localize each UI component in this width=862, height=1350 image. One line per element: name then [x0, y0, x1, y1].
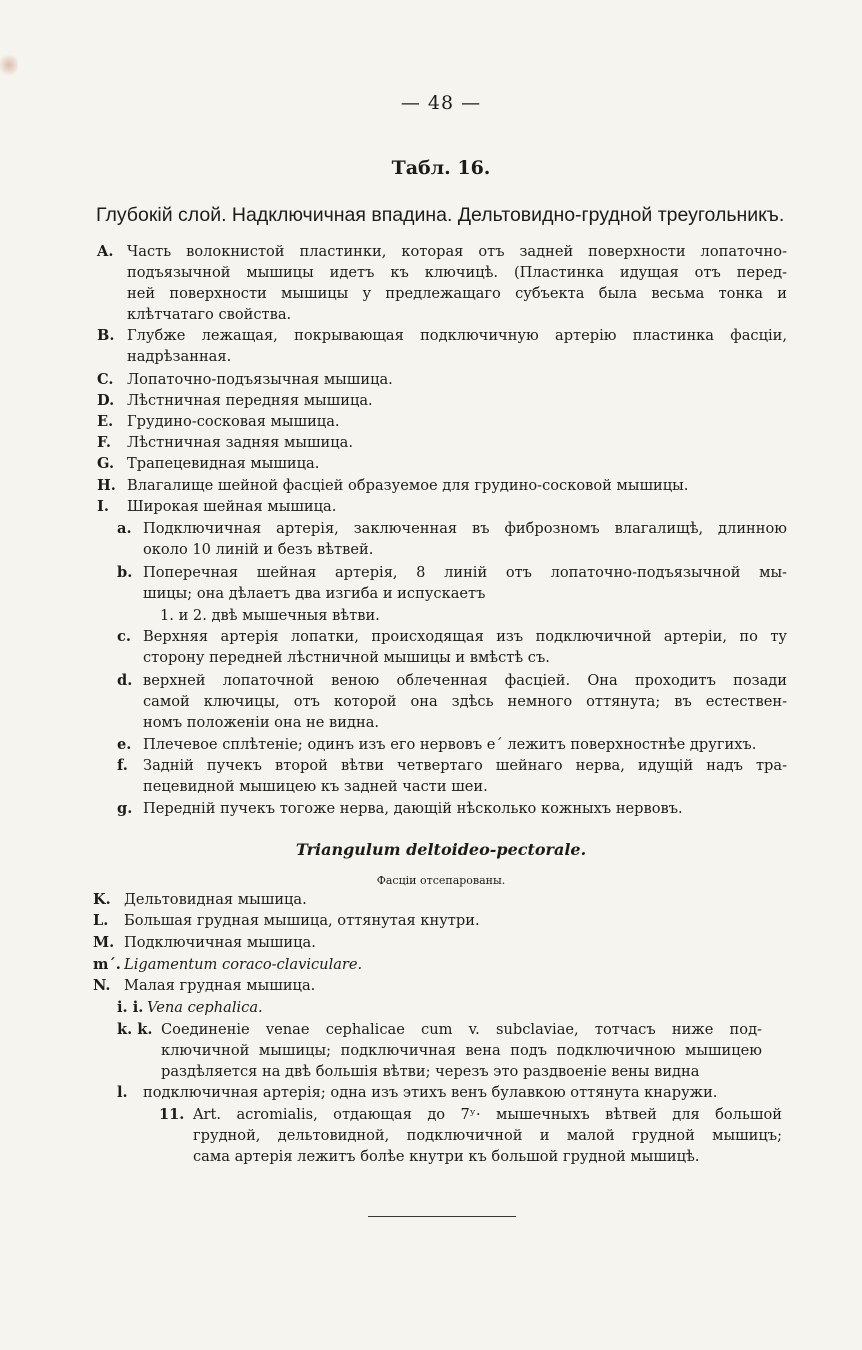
sub-entry-label: N.: [93, 977, 111, 994]
sub-entry-text: [193, 1104, 782, 1167]
main-entry: [0, 562, 862, 604]
main-entry-text: [127, 390, 787, 411]
main-entry-label: F.: [97, 434, 111, 451]
main-entry-text: [143, 755, 787, 797]
sub-entry-text: [147, 997, 767, 1018]
text-line: подключичная артерія; одна изъ этихъ венъ булавкою оттянута кнаружи.: [143, 1084, 718, 1101]
main-entry-text: [127, 496, 787, 517]
text-line: Грудино-сосковая мышица.: [127, 413, 340, 430]
sub-entry-text: [143, 1082, 787, 1103]
main-entry: [0, 241, 862, 325]
main-entry: [0, 390, 862, 411]
main-entry-text: [143, 670, 787, 733]
text-line: Vena cephalica.: [147, 999, 263, 1016]
sub-entry-label: 11.: [159, 1106, 185, 1123]
sub-entry-label: i. i.: [117, 999, 144, 1016]
text-line: грудной, дельтовидной, подключичной и малой грудной мышицъ;: [193, 1127, 782, 1144]
sub-entry: [0, 889, 862, 910]
sub-entry: [0, 997, 862, 1018]
main-entry-text: [127, 411, 787, 432]
text-line: Лѣстничная задняя мышица.: [127, 434, 354, 451]
text-line: сама артерія лежитъ болѣе кнутри къ большой грудной мышицѣ.: [193, 1148, 700, 1165]
text-line: Лопаточно-подъязычная мышица.: [127, 371, 393, 388]
text-line: около 10 линій и безъ вѣтвей.: [143, 541, 374, 558]
sub-entry: [0, 1082, 862, 1103]
sub-entry: [0, 910, 862, 931]
text-line: Art. acromialis, отдающая до 7ʸ· мышечныхъ вѣтвей для большой: [193, 1106, 782, 1123]
sub-entry: [0, 954, 862, 975]
sub-entry-label: M.: [93, 934, 115, 951]
sub-entry-label: L.: [93, 912, 109, 929]
sub-entry: [0, 1104, 862, 1167]
sub-entry-label: k. k.: [117, 1021, 153, 1038]
main-entry: [0, 496, 862, 517]
main-entry-label: e.: [117, 736, 132, 753]
main-entry-label: g.: [117, 800, 133, 817]
main-entry: [0, 605, 862, 626]
text-line: Лѣстничная передняя мышица.: [127, 392, 373, 409]
main-entry-text: [127, 453, 787, 474]
main-entry: [0, 626, 862, 668]
main-entry-label: E.: [97, 413, 114, 430]
main-entry: [0, 453, 862, 474]
main-entry: [0, 475, 862, 496]
text-line: Передній пучекъ тогоже нерва, дающій нѣсколько кожныхъ нервовъ.: [143, 800, 683, 817]
main-entry: [0, 369, 862, 390]
main-entry: [0, 734, 862, 755]
text-line: пецевидной мышицею къ задней части шеи.: [143, 778, 488, 795]
text-line: Задній пучекъ второй вѣтви четвертаго шейнаго нерва, идущій надъ тра-: [143, 757, 787, 774]
main-entry-text: [127, 241, 787, 325]
main-entry-label: B.: [97, 327, 115, 344]
sub-entry-text: [124, 932, 764, 953]
text-line: Глубже лежащая, покрывающая подключичную артерію пластинка фасціи,: [127, 327, 787, 344]
text-line: Подключичная мышица.: [124, 934, 316, 951]
text-line: клѣтчатаго свойства.: [127, 306, 292, 323]
sub-entry: [0, 932, 862, 953]
text-line: Часть волокнистой пластинки, которая отъ задней поверхности лопаточно-: [127, 243, 787, 260]
main-entry-label: d.: [117, 672, 133, 689]
page-number: — 48 —: [400, 92, 482, 114]
main-entry-text: [143, 734, 787, 755]
text-line: Дельтовидная мышица.: [124, 891, 307, 908]
text-line: раздѣляется на двѣ большія вѣтви; черезъ это раздвоеніе вены видна: [161, 1063, 700, 1080]
text-line: ключичной мышицы; подключичная вена подъ подключичною мышицею: [161, 1042, 762, 1059]
main-entry-label: H.: [97, 477, 116, 494]
subsection-title: Triangulum deltoideo-pectorale.: [295, 840, 587, 859]
sub-entry-label: mˊ.: [93, 956, 121, 973]
text-line: сторону передней лѣстничной мышицы и вмѣстѣ съ.: [143, 649, 550, 666]
main-entry: [0, 755, 862, 797]
main-entry-label: I.: [97, 498, 109, 515]
main-entry: [0, 432, 862, 453]
main-entry-label: b.: [117, 564, 133, 581]
table-label: Табл. 16.: [391, 157, 491, 179]
sub-entry-text: [124, 910, 764, 931]
main-entry-label: G.: [97, 455, 115, 472]
text-line: Малая грудная мышица.: [124, 977, 316, 994]
text-line: Трапецевидная мышица.: [127, 455, 320, 472]
main-entry-text: [143, 798, 787, 819]
main-entry-text: [143, 626, 787, 668]
main-entry-label: D.: [97, 392, 115, 409]
text-line: Влагалище шейной фасціей образуемое для грудино-сосковой мышицы.: [127, 477, 689, 494]
text-line: Подключичная артерія, заключенная въ фиброзномъ влагалищѣ, длинною: [143, 520, 787, 537]
main-entry-label: C.: [97, 371, 114, 388]
main-entry: [0, 798, 862, 819]
sub-entry-text: [124, 889, 764, 910]
subsection-note: Фасціи отсепарованы.: [376, 874, 506, 887]
text-line: самой ключицы, отъ которой она здѣсь немного оттянута; въ естествен-: [143, 693, 787, 710]
text-line: Плечевое сплѣтеніе; одинъ изъ его нервовъ eˊ лежитъ поверхностнѣе другихъ.: [143, 736, 757, 753]
section-heading: Глубокій слой. Надключичная впадина. Дельтовидно-грудной треугольникъ.: [96, 204, 785, 226]
sub-entry-text: [161, 1019, 762, 1082]
sub-entry: [0, 1019, 862, 1082]
sub-entry-label: l.: [117, 1084, 128, 1101]
main-entry-text: [127, 432, 787, 453]
text-line: номъ положеніи она не видна.: [143, 714, 380, 731]
main-entry: [0, 411, 862, 432]
main-entry-label: A.: [97, 243, 114, 260]
main-entry-text: [143, 562, 787, 604]
text-line: Поперечная шейная артерія, 8 линій отъ лопаточно-подъязычной мы-: [143, 564, 787, 581]
closing-rule: [368, 1216, 516, 1217]
sub-entry: [0, 975, 862, 996]
text-line: Широкая шейная мышица.: [127, 498, 337, 515]
main-entry-label: a.: [117, 520, 132, 537]
sub-entry-text: [124, 954, 764, 975]
main-entry-text: [143, 518, 787, 560]
text-line: Соединеніе venae cephalicae cum v. subclaviae, тотчасъ ниже под-: [161, 1021, 762, 1038]
main-entry-label: f.: [117, 757, 128, 774]
paper-stain: [0, 52, 18, 78]
text-line: подъязычной мышицы идетъ къ ключицѣ. (Пластинка идущая отъ перед-: [127, 264, 787, 281]
main-entry-text: [127, 475, 787, 496]
text-line: шицы; она дѣлаетъ два изгиба и испускаетъ: [143, 585, 486, 602]
sub-entry-label: K.: [93, 891, 111, 908]
main-entry: [0, 670, 862, 733]
text-line: 1. и 2. двѣ мышечныя вѣтви.: [160, 607, 380, 624]
main-entry-text: [127, 325, 787, 367]
text-line: ней поверхности мышицы у предлежащаго субъекта была весьма тонка и: [127, 285, 787, 302]
main-entry: [0, 518, 862, 560]
main-entry-label: c.: [117, 628, 131, 645]
text-line: надрѣзанная.: [127, 348, 232, 365]
main-entry: [0, 325, 862, 367]
text-line: верхней лопаточной веною облеченная фасціей. Она проходитъ позади: [143, 672, 787, 689]
main-entry-text: [127, 369, 787, 390]
text-line: Большая грудная мышица, оттянутая кнутри.: [124, 912, 480, 929]
text-line: Ligamentum coraco-claviculare.: [124, 956, 363, 973]
sub-entry-text: [124, 975, 764, 996]
text-line: Верхняя артерія лопатки, происходящая изъ подключичной артеріи, по ту: [143, 628, 787, 645]
main-entry-text: [160, 605, 760, 626]
